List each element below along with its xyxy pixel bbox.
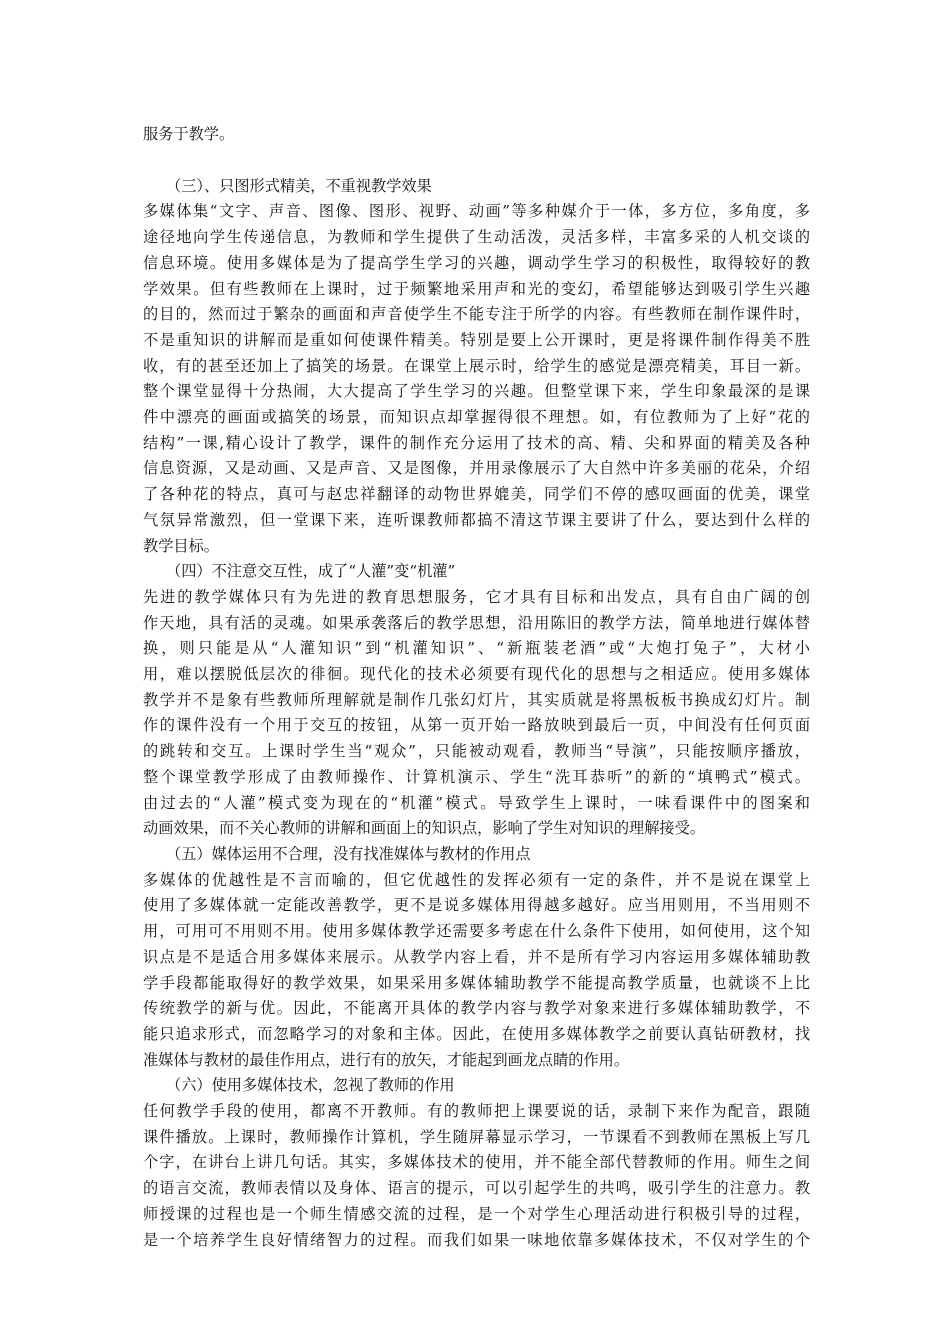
section-6-heading: （六）使用多媒体技术，忽视了教师的作用: [166, 1076, 455, 1095]
text-line: 用，可用可不用则不用。使用多媒体教学还需要多考虑在什么条件下使用，如何使用，这个知: [143, 922, 810, 941]
text-line: 课件播放。上课时，教师操作计算机，学生随屏幕显示学习，一节课看不到教师在黑板上写几: [143, 1127, 810, 1146]
text-line: 学效果。但有些教师在上课时，过于频繁地采用声和光的变幻，希望能够达到吸引学生兴趣: [143, 279, 810, 298]
text-line: 收，有的甚至还加上了搞笑的场景。在课堂上展示时，给学生的感觉是漂亮精美，耳目一新。: [143, 356, 810, 375]
section-5-heading: （五）媒体运用不合理，没有找准媒体与教材的作用点: [166, 844, 531, 863]
text-line: 的目的，然而过于繁杂的画面和声音使学生不能专注于所学的内容。有些教师在制作课件时，: [143, 305, 810, 324]
section-6-body: [143, 1099, 810, 1253]
text-line: 的语言交流，教师表情以及身体、语言的提示，可以引起学生的共鸣，吸引学生的注意力。教: [143, 1179, 810, 1198]
section-5: [143, 842, 810, 1073]
section-3-heading: （三）、只图形式精美，不重视教学效果: [166, 176, 432, 195]
text-line: 任何教学手段的使用，都离不开教师。有的教师把上课要说的话，录制下来作为配音，跟随: [143, 1102, 810, 1121]
text-line: 作天地，具有活的灵魂。如果承袭落后的教学思想，沿用陈旧的教学方法，简单地进行媒体替: [143, 613, 810, 632]
intro-line: 服务于教学。: [143, 125, 235, 143]
section-4-body: [143, 585, 810, 842]
section-3-body: [143, 199, 810, 559]
text-line: 动画效果，而不关心教师的讲解和画面上的知识点，影响了学生对知识的理解接受。: [143, 819, 705, 838]
text-line: 信息资源，又是动画、又是声音、又是图像，并用录像展示了大自然中许多美丽的花朵，介绍: [143, 459, 810, 478]
document-page: [143, 122, 810, 1253]
text-line: 使用了多媒体就一定能改善教学，更不是说多媒体用得越多越好。应当用则用，不当用则不: [143, 896, 810, 915]
text-line: 识点是不是适合用多媒体来展示。从教学内容上看，并不是所有学习内容运用多媒体辅助教: [143, 947, 810, 966]
section-4-heading: （四）不注意交互性，成了“人灌”变“机灌”: [166, 562, 456, 581]
section-5-body: [143, 868, 810, 1074]
text-line: 多媒体的优越性是不言而喻的，但它优越性的发挥必须有一定的条件，并不是说在课堂上: [143, 870, 810, 889]
text-line: 气氛异常激烈，但一堂课下来，连听课教师都搞不清这节课主要讲了什么，要达到什么样的: [143, 510, 810, 529]
text-line: 师授课的过程也是一个师生情感交流的过程，是一个对学生心理活动进行积极引导的过程，: [143, 1204, 810, 1223]
text-line: 件中漂亮的画面或搞笑的场景，而知识点却掌握得很不理想。如，有位教师为了上好“花的: [143, 408, 810, 427]
text-line: 不是重知识的讲解而是重如何使课件精美。特别是要上公开课时，更是将课件制作得美不胜: [143, 330, 810, 349]
text-line: 作的课件没有一个用于交互的按钮，从第一页开始一路放映到最后一页，中间没有任何页面: [143, 716, 810, 735]
text-line: 信息环境。使用多媒体是为了提高学生学习的兴趣，调动学生学习的积极性，取得较好的教: [143, 253, 810, 272]
text-line: 的跳转和交互。上课时学生当“观众”，只能被动观看，教师当“导演”，只能按顺序播放，: [143, 742, 810, 761]
text-line: 由过去的“人灌”模式变为现在的“机灌”模式。导致学生上课时，一味看课件中的图案和: [143, 793, 810, 812]
text-line: 用，难以摆脱低层次的徘徊。现代化的技术必须要有现代化的思想与之相适应。使用多媒体: [143, 665, 810, 684]
text-line: 教学并不是象有些教师所理解就是制作几张幻灯片，其实质就是将黑板板书换成幻灯片。制: [143, 690, 810, 709]
text-line: 途径地向学生传递信息，为教师和学生提供了生动活泼，灵活多样，丰富多采的人机交谈的: [143, 228, 810, 247]
section-3: [143, 174, 810, 560]
paragraph-gap: [143, 148, 810, 174]
text-line: 整个课堂教学形成了由教师操作、计算机演示、学生“洗耳恭听”的新的“填鸭式”模式。: [143, 767, 810, 786]
text-line: 是一个培养学生良好情绪智力的过程。而我们如果一味地依靠多媒体技术，不仅对学生的个: [143, 1230, 810, 1249]
text-line: 换，则只能是从“人灌知识”到“机灌知识”、“新瓶装老酒”或“大炮打兔子”，大材小: [143, 639, 810, 658]
text-line: 结构”一课,精心设计了教学，课件的制作充分运用了技术的高、精、尖和界面的精美及各种: [143, 433, 810, 452]
text-line: 先进的教学媒体只有为先进的教育思想服务，它才具有目标和出发点，具有自由广阔的创: [143, 587, 810, 606]
text-line: 个字，在讲台上讲几句话。其实，多媒体技术的使用，并不能全部代替教师的作用。师生之间: [143, 1153, 810, 1172]
text-line: 学手段都能取得好的教学效果，如果采用多媒体辅助教学不能提高教学质量，也就谈不上比: [143, 973, 810, 992]
text-line: 了各种花的特点，真可与赵忠祥翻译的动物世界媲美，同学们不停的感叹画面的优美，课堂: [143, 485, 810, 504]
text-line: 能只追求形式，而忽略学习的对象和主体。因此，在使用多媒体教学之前要认真钻研教材，找: [143, 1024, 810, 1043]
section-6: [143, 1073, 810, 1253]
text-line: 整个课堂显得十分热闹，大大提高了学生学习的兴趣。但整堂课下来，学生印象最深的是课: [143, 382, 810, 401]
text-line: 传统教学的新与优。因此，不能离开具体的教学内容与教学对象来进行多媒体辅助教学，不: [143, 999, 810, 1018]
text-line: 教学目标。: [143, 536, 219, 555]
text-line: 多媒体集“文字、声音、图像、图形、视野、动画”等多种媒介于一体，多方位，多角度，多: [143, 202, 810, 221]
text-line: 准媒体与教材的最佳作用点，进行有的放矢，才能起到画龙点睛的作用。: [143, 1050, 629, 1069]
section-4: [143, 559, 810, 842]
